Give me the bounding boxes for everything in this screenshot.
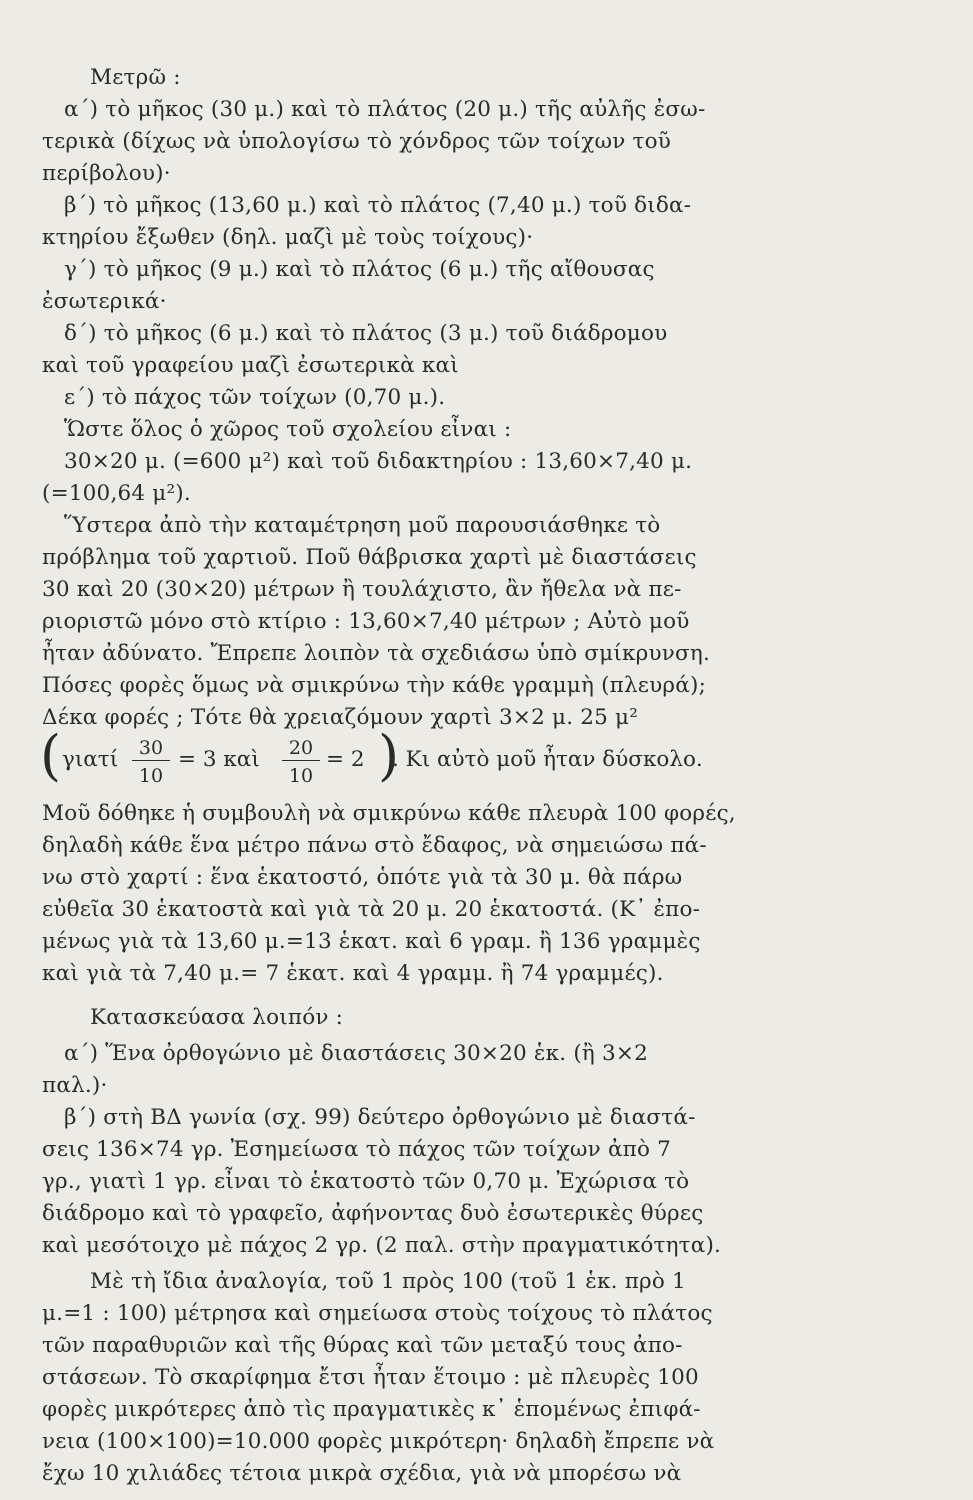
text-line: τῶν παραθυριῶν καὶ τῆς θύρας καὶ τῶν μεταξύ τους ἀπο- (42, 1333, 683, 1358)
result-2: = 2 (326, 747, 365, 772)
text-line: ἦταν ἀδύνατο. Ἔπρεπε λοιπὸν τὰ σχεδιάσω ὑπὸ σμίκρυνση. (42, 641, 710, 666)
text-line: παλ.)· (42, 1073, 108, 1098)
text-line: Κατασκεύασα λοιπόν : (90, 1005, 344, 1030)
text-line: β΄) στὴ ΒΔ γωνία (σχ. 99) δεύτερο ὀρθογώνιο μὲ διαστά- (64, 1105, 696, 1130)
text-line: (=100,64 μ²). (42, 481, 191, 506)
text-line: νω στὸ χαρτί : ἕνα ἑκατοστό, ὁπότε γιὰ τὰ 30 μ. θὰ πάρω (42, 865, 683, 890)
text-line: α΄) τὸ μῆκος (30 μ.) καὶ τὸ πλάτος (20 μ.) τῆς αὐλῆς ἐσω- (64, 97, 706, 122)
text-line: Ὥστε ὅλος ὁ χῶρος τοῦ σχολείου εἶναι : (64, 417, 512, 442)
text-line: φορὲς μικρότερες ἀπὸ τὶς πραγματικὲς κ᾿ ἑπομένως ἐπιφά- (42, 1397, 701, 1422)
numerator-2: 20 (288, 737, 314, 759)
numerator-1: 30 (138, 737, 164, 759)
text-line: ἐσωτερικά· (42, 289, 167, 314)
text-line: μένως γιὰ τὰ 13,60 μ.=13 ἑκατ. καὶ 6 γραμ. ἢ 136 γραμμὲς (42, 929, 701, 954)
text-line: Ὕστερα ἀπὸ τὴν καταμέτρηση μοῦ παρουσιάσθηκε τὸ (64, 513, 661, 538)
text-line: μ.=1 : 100) μέτρησα καὶ σημείωσα στοὺς τοίχους τὸ πλάτος (42, 1301, 713, 1326)
open-paren: ( (40, 724, 62, 787)
text-line: περίβολου)· (42, 161, 171, 186)
denominator-1: 10 (138, 765, 164, 787)
text-line: Πόσες φορὲς ὅμως νὰ σμικρύνω τὴν κάθε γραμμὴ (πλευρά); (42, 673, 707, 698)
text-line: σεις 136×74 γρ. Ἐσημείωσα τὸ πάχος τῶν τοίχων ἀπὸ 7 (42, 1137, 672, 1162)
text-line: δ΄) τὸ μῆκος (6 μ.) καὶ τὸ πλάτος (3 μ.) τοῦ διάδρομου (64, 321, 668, 346)
text-line: γρ., γιατὶ 1 γρ. εἶναι τὸ ἑκατοστὸ τῶν 0,70 μ. Ἐχώρισα τὸ (42, 1169, 690, 1194)
text-line: καὶ γιὰ τὰ 7,40 μ.= 7 ἑκατ. καὶ 4 γραμμ. ἢ 74 γραμμές). (42, 961, 664, 986)
text-line: β΄) τὸ μῆκος (13,60 μ.) καὶ τὸ πλάτος (7,40 μ.) τοῦ διδα- (64, 193, 692, 218)
text-line: πρόβλημα τοῦ χαρτιοῦ. Ποῦ θάβρισκα χαρτὶ μὲ διαστάσεις (42, 545, 697, 570)
result-1: = 3 καὶ (178, 747, 260, 772)
text-line: α΄) Ἕνα ὀρθογώνιο μὲ διαστάσεις 30×20 ἑκ. (ἢ 3×2 (64, 1041, 649, 1066)
close-paren: ) (378, 724, 400, 787)
text-line: Δέκα φορές ; Τότε θὰ χρειαζόμουν χαρτὶ 3×2 μ. 25 μ² (42, 705, 639, 730)
text-line: γ΄) τὸ μῆκος (9 μ.) καὶ τὸ πλάτος (6 μ.) τῆς αἴθουσας (64, 257, 655, 282)
fraction-bar-2 (282, 760, 320, 761)
text-line: Μὲ τὴ ἴδια ἀναλογία, τοῦ 1 πρὸς 100 (τοῦ 1 ἑκ. πρὸ 1 (90, 1269, 686, 1294)
text-line: διάδρομο καὶ τὸ γραφεῖο, ἀφήνοντας δυὸ ἐσωτερικὲς θύρες (42, 1201, 704, 1226)
text-line: 30×20 μ. (=600 μ²) καὶ τοῦ διδακτηρίου : 13,60×7,40 μ. (64, 449, 693, 474)
formula-tail: . Κι αὐτὸ μοῦ ἦταν δύσκολο. (392, 747, 703, 772)
fraction-bar-1 (132, 760, 170, 761)
text-line: δηλαδὴ κάθε ἕνα μέτρο πάνω στὸ ἔδαφος, νὰ σημειώσω πά- (42, 833, 707, 858)
denominator-2: 10 (288, 765, 314, 787)
formula-word: γιατί (62, 747, 119, 772)
text-line: κτηρίου ἔξωθεν (δηλ. μαζὶ μὲ τοὺς τοίχους)· (42, 225, 534, 250)
text-line: νεια (100×100)=10.000 φορὲς μικρότερη· δηλαδὴ ἔπρεπε νὰ (42, 1429, 715, 1454)
text-line: εὐθεῖα 30 ἑκατοστὰ καὶ γιὰ τὰ 20 μ. 20 ἑκατοστά. (Κ᾿ ἐπο- (42, 897, 701, 922)
text-line: 30 καὶ 20 (30×20) μέτρων ἢ τουλάχιστο, ἂν ἤθελα νὰ πε- (42, 577, 682, 602)
text-line: ε΄) τὸ πάχος τῶν τοίχων (0,70 μ.). (64, 385, 446, 410)
text-line: στάσεων. Τὸ σκαρίφημα ἔτσι ἦταν ἕτοιμο : μὲ πλευρὲς 100 (42, 1365, 699, 1390)
text-line: Μοῦ δόθηκε ἡ συμβουλὴ νὰ σμικρύνω κάθε πλευρὰ 100 φορές, (42, 801, 736, 826)
text-line: ἔχω 10 χιλιάδες τέτοια μικρὰ σχέδια, γιὰ νὰ μπορέσω νὰ (42, 1461, 682, 1486)
text-line: Μετρῶ : (90, 65, 181, 90)
text-line: καὶ τοῦ γραφείου μαζὶ ἐσωτερικὰ καὶ (42, 353, 459, 378)
text-line: ριοριστῶ μόνο στὸ κτίριο : 13,60×7,40 μέτρων ; Αὐτὸ μοῦ (42, 609, 690, 634)
text-line: τερικὰ (δίχως νὰ ὑπολογίσω τὸ χόνδρος τῶν τοίχων τοῦ (42, 129, 672, 154)
text-line: καὶ μεσότοιχο μὲ πάχος 2 γρ. (2 παλ. στὴν πραγματικότητα). (42, 1233, 722, 1258)
